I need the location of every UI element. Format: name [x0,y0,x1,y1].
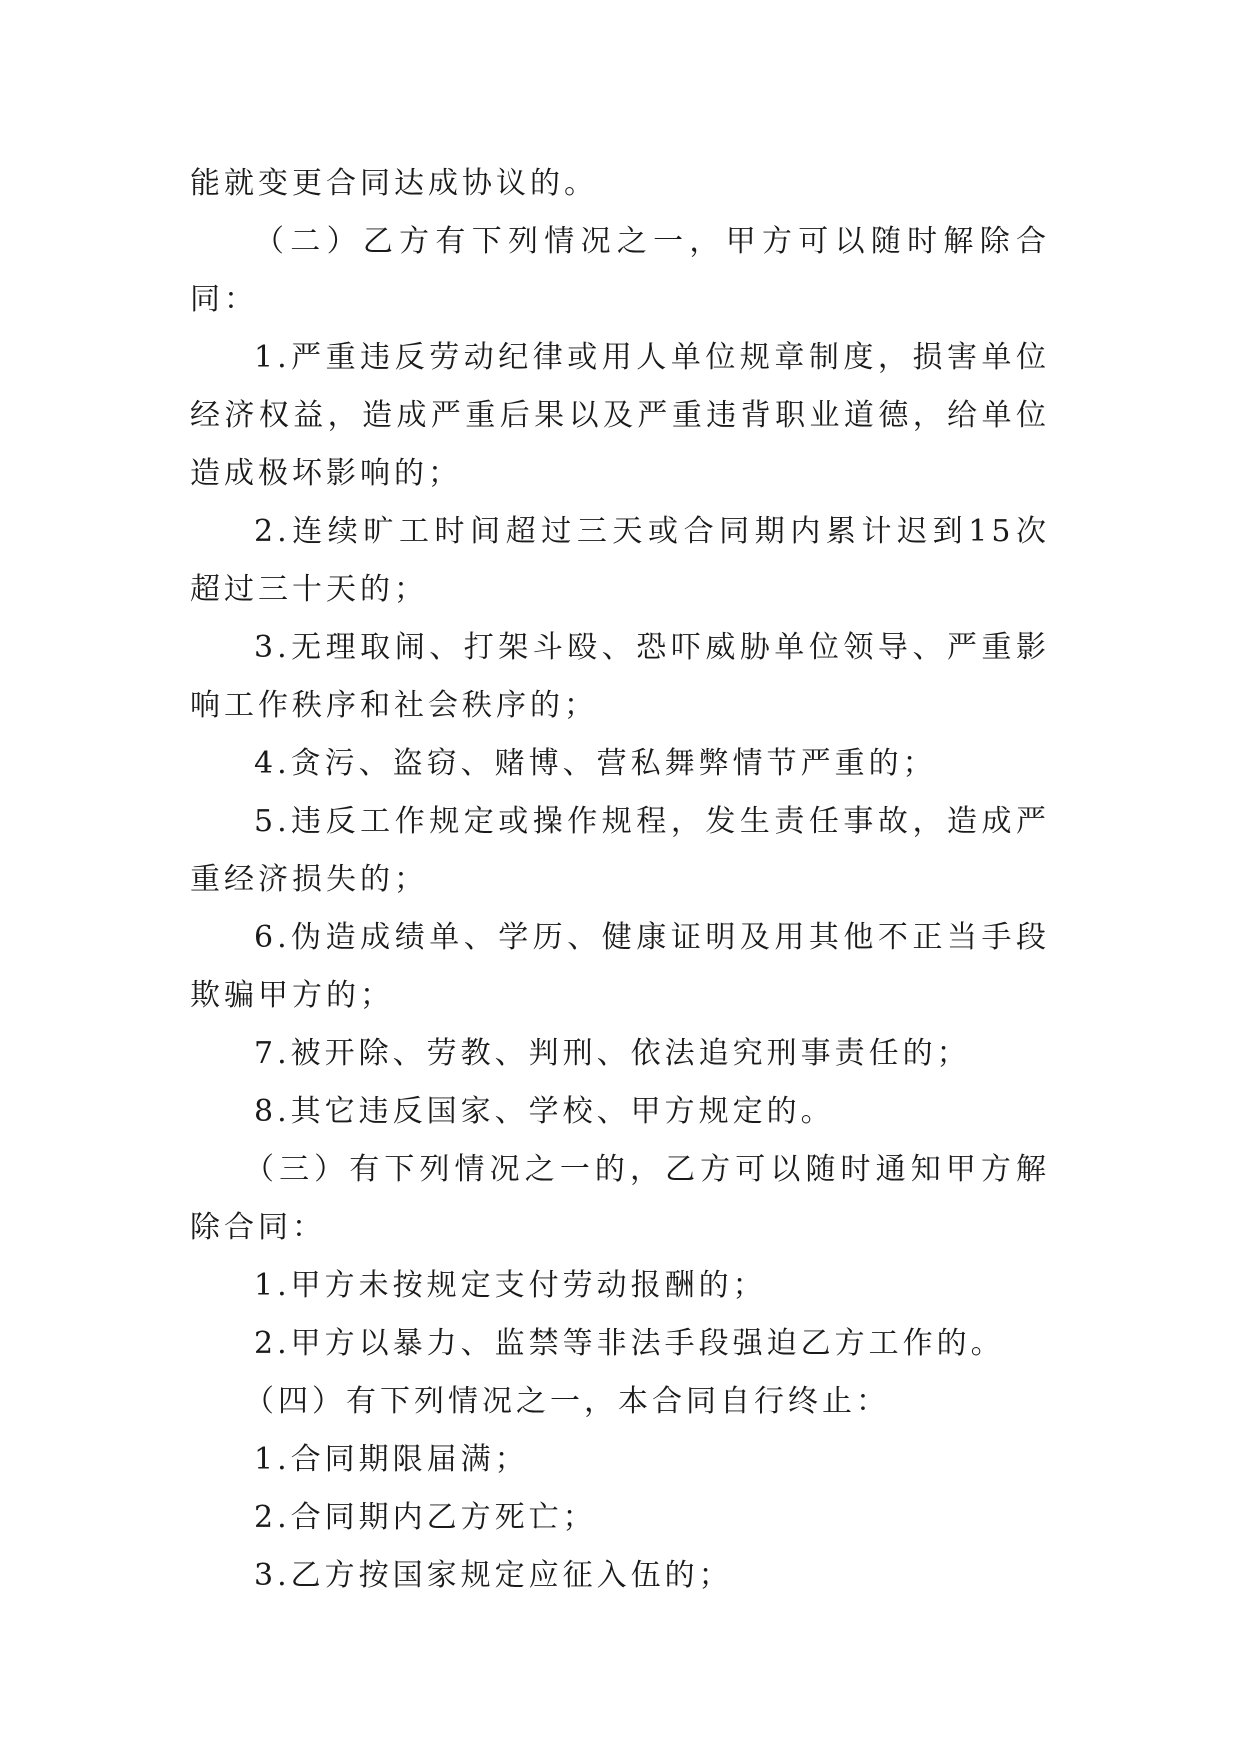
list-item: 2.合同期内乙方死亡； [254,1500,597,1535]
section-heading-4: （四）有下列情况之一，本合同自行终止： [244,1384,890,1419]
list-item: 1.严重违反劳动纪律或用人单位规章制度，损害单位经济权益，造成严重后果以及严重违背职业道德，给单位造成极坏影响的； [190,340,1050,491]
list-item: 6.伪造成绩单、学历、健康证明及用其他不正当手段欺骗甲方的； [190,920,1050,1013]
document-body [190,155,1050,1605]
list-item: 5.违反工作规定或操作规程，发生责任事故，造成严重经济损失的； [190,804,1050,897]
list-item: 2.甲方以暴力、监禁等非法手段强迫乙方工作的。 [254,1326,1005,1361]
list-item: 1.合同期限届满； [254,1442,529,1477]
list-item: 2.连续旷工时间超过三天或合同期内累计迟到15次超过三十天的； [190,514,1050,607]
list-item: 7.被开除、劳教、判刑、依法追究刑事责任的； [254,1036,971,1071]
list-item: 3.乙方按国家规定应征入伍的； [254,1558,733,1593]
list-item: 4.贪污、盗窃、赌博、营私舞弊情节严重的； [254,746,937,781]
list-item: 1.甲方未按规定支付劳动报酬的； [254,1268,767,1303]
paragraph-continuation: 能就变更合同达成协议的。 [190,166,598,201]
section-heading-2: （二）乙方有下列情况之一，甲方可以随时解除合同： [190,224,1050,317]
list-item: 8.其它违反国家、学校、甲方规定的。 [254,1094,835,1129]
section-heading-3: （三）有下列情况之一的，乙方可以随时通知甲方解除合同： [190,1152,1050,1245]
list-item: 3.无理取闹、打架斗殴、恐吓威胁单位领导、严重影响工作秩序和社会秩序的； [190,630,1050,723]
